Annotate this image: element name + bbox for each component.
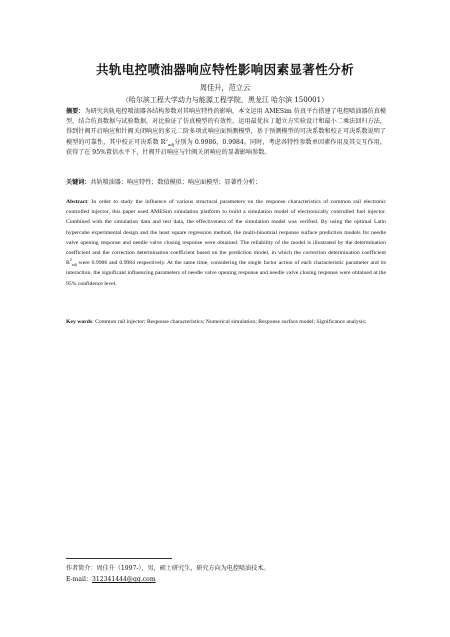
footnote-email — [66, 574, 156, 583]
email-link[interactable]: 312341444@qq.com — [92, 576, 156, 583]
abstract-chinese — [66, 107, 386, 158]
abstract-english — [66, 197, 386, 289]
paper-affiliation: （哈尔滨工程大学动力与能源工程学院，黑龙江 哈尔滨 150001） — [121, 96, 329, 104]
footnote-email-label: E-mail： — [66, 576, 93, 583]
abstract-cn-sup: 2 — [165, 136, 168, 142]
footnote-author: 作者简介：周佳升（1997-），男，硕士研究生，研究方向为电控喷油技术。 — [66, 565, 270, 572]
abstract-en-text: : In order to study the influence of various structural parameters on the response characteristics of common rail electronic controlled injector, this paper used AMESim simulation platform to build a simulation model of electronically controlled fuel injector. Combined with the simulation data and test data, the effectiveness of the simulation model was verified. By using the optimal Latin hypercube experimental design and the least square regression method, the multi-binomial response surface prediction models for needle valve opening response and needle valve closing response were obtained. The reliability of the model is illustrated by the determination coefficient and the correction determination coefficient based on the prediction model, in which the correction determination coefficient R — [66, 199, 386, 267]
footnote-divider — [66, 558, 172, 559]
paper-title: 共轨电控喷油器响应特性影响因素显著性分析 — [95, 62, 354, 77]
keywords-en-text: : Common rail injector; Response characteristics; Numerical simulation; Response surface model; Significance analysis; — [92, 319, 367, 325]
keywords-en-label: Key words — [66, 319, 93, 325]
abstract-en-label: Abstract — [66, 199, 88, 205]
abstract-en-sup: 2 — [69, 257, 72, 263]
abstract-cn-text: 为研究共轨电控喷油器各结构参数对其响应特性的影响，本文运用 AMESim 仿真平台搭建了电控喷油器仿真模型，结合仿真数据与试验数据，对比验证了仿真模型的有效性。运用最优拉丁超立方实验设计和最小二乘法回归方法，得到针阀开启响应和针阀关闭响应的多元二阶多项式响应面预测模型，基于预测模型的可决系数和校正可决系数说明了模型的可靠性，其中校正可决系数 R — [66, 108, 386, 146]
paper-authors: 周佳升，范立云 — [199, 83, 251, 92]
abstract-en-sub: adj — [71, 262, 77, 268]
abstract-en-text-2: were 0.9986 and 0.9984 respectively. At the same time, considering the single factor action of each characteristic parameter and its interaction, the significant influencing parameters of needle valve opening response and needle valve closing response were obtained at the 95% confidence level. — [66, 260, 386, 287]
abstract-cn-label: 摘要： — [66, 108, 85, 115]
abstract-cn-sub: adj — [167, 141, 175, 147]
keywords-cn-text: 共轨喷油器；响应特性；数值模拟；响应面模型；显著性分析； — [90, 179, 261, 186]
keywords-chinese — [66, 178, 386, 188]
keywords-english — [66, 317, 386, 327]
abstract-cn-text-2: 分别为 0.9986、0.9984。同时，考虑各特性参数单因素作用及其交互作用，获得了在 95%置信水平下，针阀开启响应与针阀关闭响应的显著影响参数。 — [66, 138, 386, 156]
keywords-cn-label: 关键词： — [66, 179, 91, 186]
